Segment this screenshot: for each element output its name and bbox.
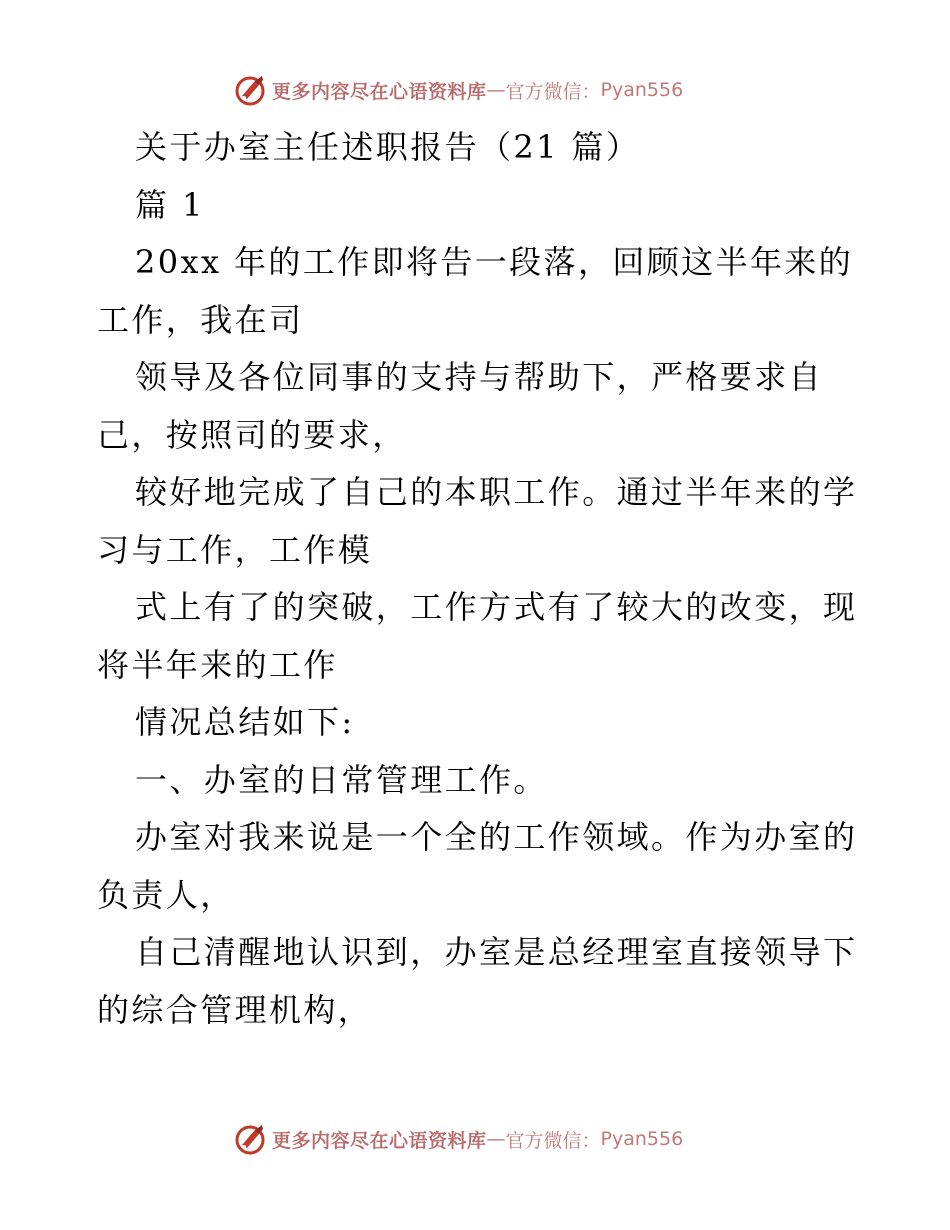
banner-main-text: 更多内容尽在心语资料库: [272, 1129, 487, 1152]
text-line: 自己清醒地认识到，办室是总经理室直接领导下: [135, 933, 858, 971]
document-title: 关于办室主任述职报告（21 篇）: [135, 128, 641, 166]
banner-separator: —: [486, 79, 506, 101]
pen-logo-icon: [232, 1121, 268, 1157]
document-body: [97, 119, 867, 1039]
text-line: 的综合管理机构，: [97, 990, 373, 1029]
text-line: 较好地完成了自己的本职工作。通过半年来的学: [135, 473, 858, 511]
text-line: 习与工作，工作模: [97, 530, 373, 569]
text-line: 办室对我来说是一个全的工作领域。作为办室的: [135, 818, 858, 856]
banner-wechat-id: Pyan556: [600, 79, 684, 101]
text-line: 己，按照司的要求，: [97, 415, 407, 454]
banner-main-text: 更多内容尽在心语资料库: [272, 80, 487, 103]
section-heading: 篇 1: [135, 185, 205, 224]
text-line: 将半年来的工作: [97, 645, 338, 684]
banner-wechat-label: 官方微信：: [505, 1129, 601, 1152]
banner-wechat-label: 官方微信：: [505, 80, 601, 103]
pen-logo-icon: [232, 72, 268, 108]
footer-banner: [232, 1119, 683, 1159]
text-line: 20xx 年的工作即将告一段落，回顾这半年来的: [135, 243, 854, 281]
text-line: 式上有了的突破，工作方式有了较大的改变，现: [135, 588, 858, 626]
subsection-heading: 一、办室的日常管理工作。: [135, 760, 548, 799]
header-banner: [232, 70, 683, 110]
text-line: 领导及各位同事的支持与帮助下，严格要求自: [135, 358, 824, 396]
text-line: 负责人，: [97, 875, 235, 914]
banner-separator: —: [486, 1128, 506, 1150]
text-line: 工作，我在司: [97, 300, 304, 339]
text-line: 情况总结如下:: [135, 703, 355, 741]
banner-wechat-id: Pyan556: [600, 1128, 684, 1150]
